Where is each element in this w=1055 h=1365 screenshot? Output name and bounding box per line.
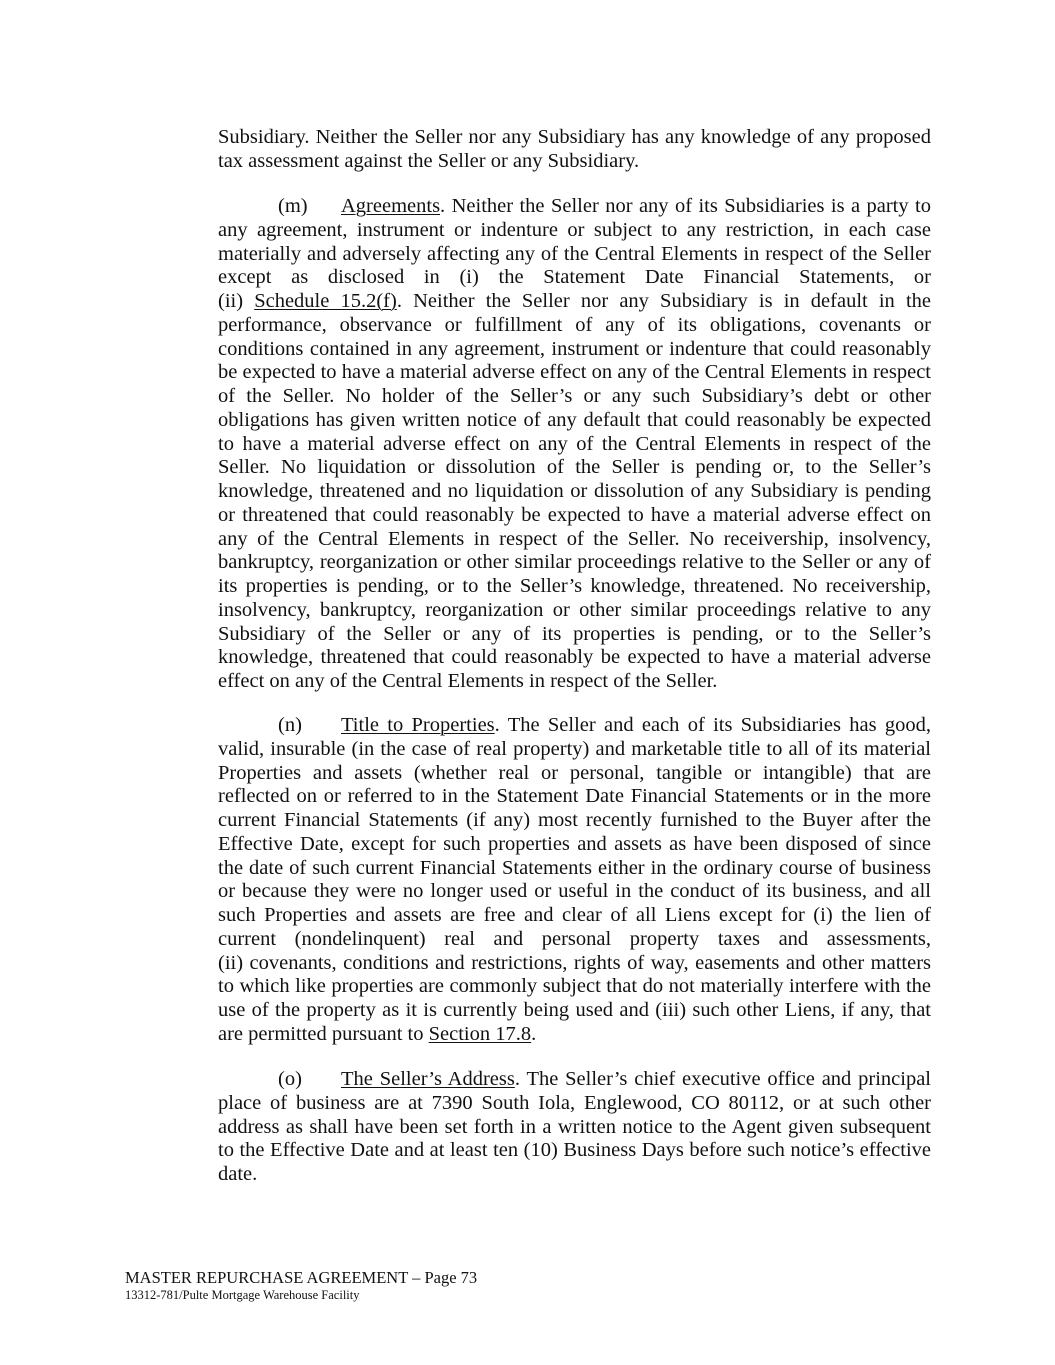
section-body: . Neither the Seller nor any Subsidiary is in default in the performance, observance or fulfillment of any of its obligations, covenants or conditions contained in any agreement, instrument or indenture that could reasonably be expected to have a material adverse effect on any of the Central Elements in respect of the Seller. No holder of the Seller’s or any such Subsidiary’s debt or other obligations has given written notice of any default that could reasonably be expected to have a material adverse effect on any of the Central Elements in respect of the Seller. No liquidation or dissolution of the Seller is pending or, to the Seller’s knowledge, threatened and no liquidation or dissolution of any Subsidiary is pending or threatened that could reasonably be expected to have a material adverse effect on any of the Central Elements in respect of the Seller. No receivership, insolvency, bankruptcy, reorganization or other similar proceedings relative to the Seller or any of its properties is pending, or to the Seller’s knowledge, threatened. No receivership, insolvency, bankruptcy, reorganization or other similar proceedings relative to any Subsidiary of the Seller or any of its properties is pending, or to the Seller’s knowledge, threatened that could reasonably be expected to have a material adverse effect on any of the Central Elements in respect of the Seller. bbox=[218, 290, 931, 692]
section-heading: Title to Properties bbox=[341, 714, 495, 736]
section-body: . The Seller’s chief executive office and principal place of business are at 7390 South Iola, Englewood, CO 80112, or at such other address as shall have been set forth in a written notice to the Agent given subsequent to the Effective Date and at least ten (10) Business Days before such notice’s effective date. bbox=[218, 1068, 931, 1185]
paragraph-intro: Subsidiary. Neither the Seller nor any Subsidiary has any knowledge of any proposed tax assessment against the Seller or any Subsidiary. bbox=[218, 126, 931, 172]
section-body: . Neither the Seller nor any of its Subsidiaries is a party to any agreement, instrument or indenture or subject to any restriction, in each case materially and adversely affecting any of the Central Elements in respect of the Seller except as disclosed in (i) the Statement Date Financial Statements, or (ii) bbox=[218, 195, 931, 312]
section-number: (n) bbox=[278, 714, 302, 736]
footer-title: MASTER REPURCHASE AGREEMENT – Page 73 bbox=[125, 1268, 478, 1287]
section-n-title-to-properties bbox=[218, 714, 931, 1047]
footer-doc-id: 13312-781/Pulte Mortgage Warehouse Facility bbox=[125, 1288, 360, 1302]
section-body: . bbox=[531, 1022, 537, 1045]
schedule-reference: Schedule 15.2(f) bbox=[254, 290, 397, 312]
section-o-sellers-address bbox=[218, 1068, 931, 1187]
section-m-agreements bbox=[218, 195, 931, 694]
section-reference: Section 17.8 bbox=[428, 1022, 532, 1045]
section-body: . The Seller and each of its Subsidiaries has good, valid, insurable (in the case of real property) and marketable title to all of its material Properties and assets (whether real or personal, tangible or intangible) that are reflected on or referred to in the Statement Date Financial Statements or in the more current Financial Statements (if any) most recently furnished to the Buyer after the Effective Date, except for such properties and assets as have been disposed of since the date of such current Financial Statements either in the ordinary course of business or because they were no longer used or useful in the conduct of its business, and all such Properties and assets are free and clear of all Liens except for (i) the lien of current (nondelinquent) real and personal property taxes and assessments, (ii) covenants, conditions and restrictions, rights of way, easements and other matters to which like properties are commonly subject that do not materially interfere with the use of the property as it is currently being used and (iii) such other Liens, if any, that are permitted pursuant to bbox=[218, 714, 932, 1045]
section-number: (m) bbox=[278, 195, 308, 217]
section-heading: Agreements bbox=[341, 195, 441, 217]
section-heading: The Seller’s Address bbox=[341, 1068, 515, 1090]
section-number: (o) bbox=[278, 1068, 302, 1090]
